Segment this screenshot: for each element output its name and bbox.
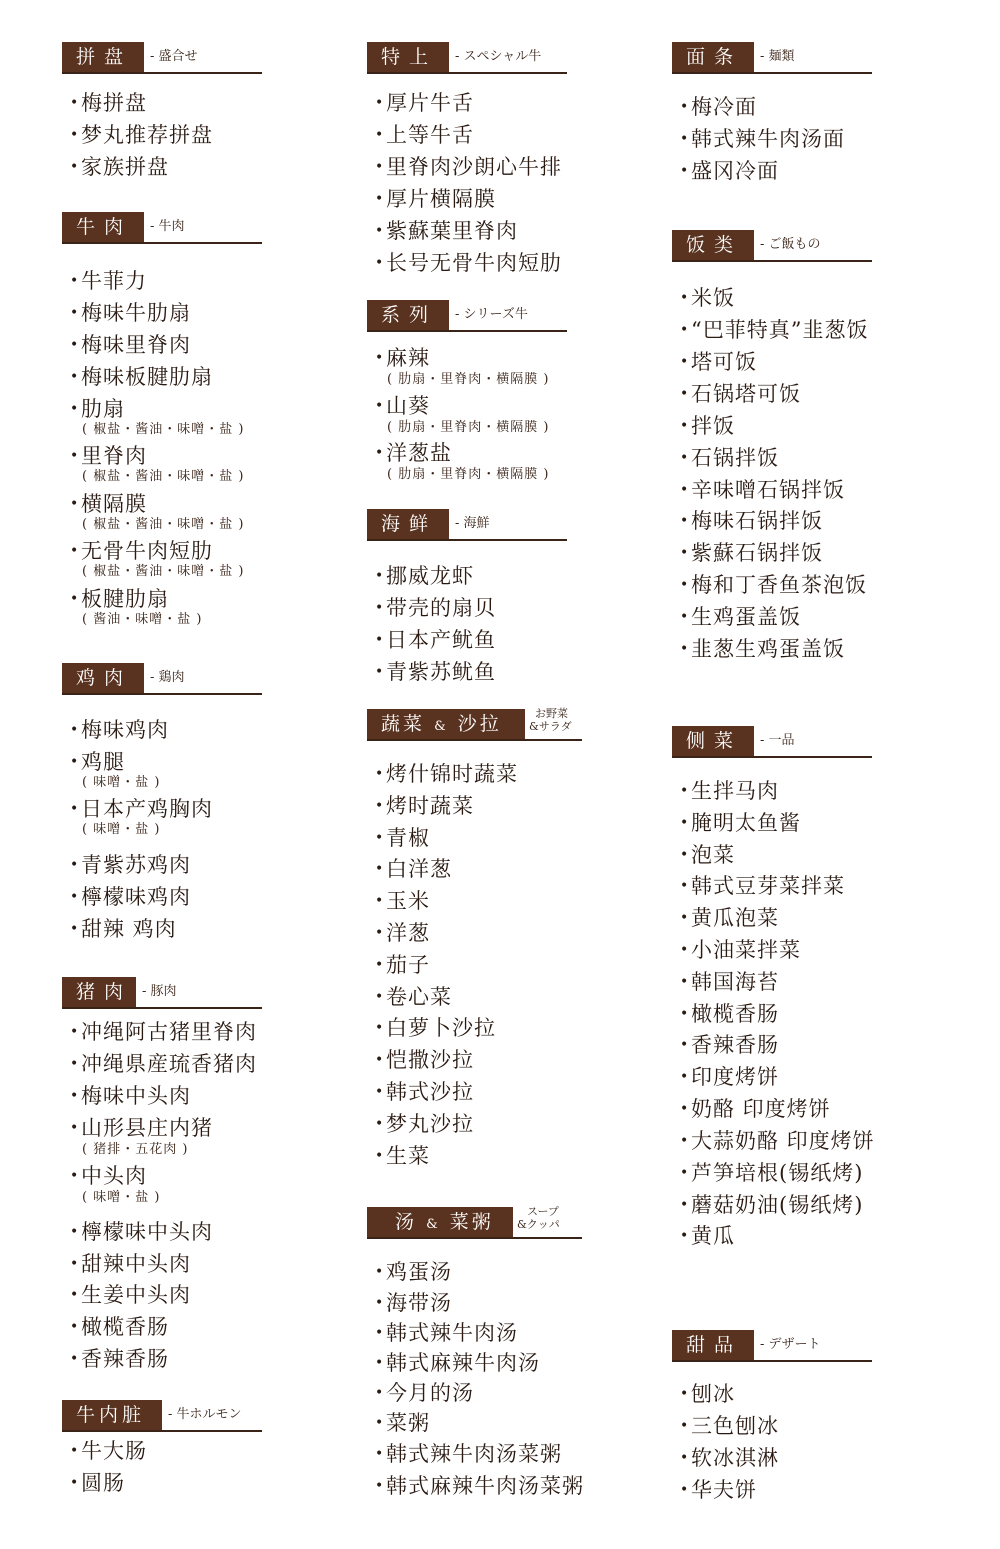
menu-item: •洋葱 xyxy=(375,921,430,945)
section-side xyxy=(672,726,875,1248)
section-subtitle: - 盛合せ xyxy=(150,49,198,64)
menu-item: •青紫苏鸡肉 xyxy=(70,853,191,877)
menu-item: •紫蘇石锅拌饭 xyxy=(680,541,823,565)
section-chicken xyxy=(62,663,262,941)
menu-item: •软冰淇淋 xyxy=(680,1446,779,1470)
menu-item: •里脊肉 xyxy=(70,444,147,468)
menu-item: •紫蘇葉里脊肉 xyxy=(375,219,518,243)
menu-item: •梦丸推荐拼盘 xyxy=(70,123,213,147)
section-veg-salad xyxy=(367,707,582,1168)
menu-item: •韩式辣牛肉汤 xyxy=(375,1321,518,1345)
section-dessert xyxy=(672,1330,872,1502)
section-header xyxy=(62,977,262,1007)
menu-item: •芦笋培根(锡纸烤) xyxy=(680,1161,864,1185)
section-rule xyxy=(62,1007,262,1009)
menu-item: •烤什锦时蔬菜 xyxy=(375,762,518,786)
menu-item: •生菜 xyxy=(375,1144,430,1168)
section-title: 牛肉 xyxy=(62,212,144,242)
menu-item: •橄榄香肠 xyxy=(680,1002,779,1026)
menu-item: •鸡腿 xyxy=(70,750,125,774)
section-rule xyxy=(367,72,567,74)
menu-item: •梅和丁香鱼茶泡饭 xyxy=(680,573,867,597)
section-pork xyxy=(62,977,262,1371)
section-rule xyxy=(367,539,567,541)
section-title: 牛内脏 xyxy=(62,1400,162,1430)
menu-item: •拌饭 xyxy=(680,414,735,438)
menu-item: •“巴菲特真”韭葱饭 xyxy=(680,318,869,342)
menu-item: •腌明太鱼酱 xyxy=(680,811,801,835)
menu-item: •洋葱盐 xyxy=(375,441,452,465)
section-header xyxy=(367,42,567,72)
menu-item: •印度烤饼 xyxy=(680,1065,779,1089)
section-rice xyxy=(672,230,872,661)
section-subtitle: - 鶏肉 xyxy=(150,670,185,685)
section-title: 蔬菜 & 沙拉 xyxy=(367,709,525,739)
menu-item: •烤时蔬菜 xyxy=(375,794,474,818)
menu-item: •黄瓜泡菜 xyxy=(680,906,779,930)
section-beef xyxy=(62,212,262,627)
item-note: ( 肋扇・里脊肉・横隔膜 ) xyxy=(387,467,550,482)
menu-item: •塔可饭 xyxy=(680,350,757,374)
item-note: ( 猪排・五花肉 ) xyxy=(82,1142,189,1157)
menu-item: •韩式豆芽菜拌菜 xyxy=(680,874,845,898)
item-note: ( 味噌・盐 ) xyxy=(82,822,161,837)
section-header xyxy=(62,1400,262,1430)
item-note: ( 味噌・盐 ) xyxy=(82,775,161,790)
menu-item: •无骨牛肉短肋 xyxy=(70,539,213,563)
section-subtitle: - スペシャル牛 xyxy=(455,49,542,64)
menu-item: •带壳的扇贝 xyxy=(375,596,496,620)
section-header xyxy=(62,42,262,72)
menu-item: •山葵 xyxy=(375,394,430,418)
menu-item: •梅味板腱肋扇 xyxy=(70,365,213,389)
section-subtitle: - ご飯もの xyxy=(760,237,821,252)
menu-item: •韩式辣牛肉汤面 xyxy=(680,127,845,151)
menu-item: •冲绳県産琉香猪肉 xyxy=(70,1052,257,1076)
menu-item: •板腱肋扇 xyxy=(70,587,169,611)
menu-item: •韩式麻辣牛肉汤 xyxy=(375,1351,540,1375)
menu-item: •梅冷面 xyxy=(680,95,757,119)
menu-item: •香辣香肠 xyxy=(680,1033,779,1057)
section-rule xyxy=(672,260,872,262)
menu-item: •甜辣中头肉 xyxy=(70,1252,191,1276)
menu-item: •小油菜拌菜 xyxy=(680,938,801,962)
section-title: 饭类 xyxy=(672,230,754,260)
menu-item: •鸡蛋汤 xyxy=(375,1260,452,1284)
menu-item: •白洋葱 xyxy=(375,857,452,881)
menu-item: •生鸡蛋盖饭 xyxy=(680,605,801,629)
menu-item: •三色刨冰 xyxy=(680,1414,779,1438)
section-header xyxy=(62,663,262,693)
section-subtitle: - シリーズ牛 xyxy=(455,307,528,322)
menu-item: •梅味石锅拌饭 xyxy=(680,509,823,533)
menu-item: •牛大肠 xyxy=(70,1439,147,1463)
item-note: ( 肋扇・里脊肉・横隔膜 ) xyxy=(387,420,550,435)
section-rule xyxy=(672,72,872,74)
menu-item: •青紫苏鱿鱼 xyxy=(375,660,496,684)
menu-item: •石锅拌饭 xyxy=(680,446,779,470)
section-title: 拼盘 xyxy=(62,42,144,72)
menu-item: •青椒 xyxy=(375,826,430,850)
menu-item: •檸檬味鸡肉 xyxy=(70,885,191,909)
menu-item: •黄瓜 xyxy=(680,1224,735,1248)
menu-item: •奶酪 印度烤饼 xyxy=(680,1097,831,1121)
section-noodle xyxy=(672,42,872,183)
section-subtitle: - 海鮮 xyxy=(455,516,490,531)
menu-item: •香辣香肠 xyxy=(70,1347,169,1371)
menu-item: •生拌马肉 xyxy=(680,779,779,803)
section-subtitle: - 麺類 xyxy=(760,49,795,64)
menu-item: •辛味噌石锅拌饭 xyxy=(680,478,845,502)
section-rule xyxy=(62,242,262,244)
menu-item: •今月的汤 xyxy=(375,1381,474,1405)
menu-item: •白萝卜沙拉 xyxy=(375,1016,496,1040)
section-header xyxy=(62,212,262,242)
menu-item: •石锅塔可饭 xyxy=(680,382,801,406)
section-subtitle: - 一品 xyxy=(760,733,795,748)
section-header xyxy=(672,230,872,260)
menu-item: •盛冈冷面 xyxy=(680,159,779,183)
menu-item: •山形县庄内猪 xyxy=(70,1116,213,1140)
section-title: 甜品 xyxy=(672,1330,754,1360)
section-series xyxy=(367,300,567,482)
menu-item: •泡菜 xyxy=(680,843,735,867)
section-rule xyxy=(367,739,582,741)
menu-item: •韭葱生鸡蛋盖饭 xyxy=(680,637,845,661)
section-platter xyxy=(62,42,262,179)
menu-item: •大蒜奶酪 印度烤饼 xyxy=(680,1129,875,1153)
item-note: ( 味噌・盐 ) xyxy=(82,1190,161,1205)
menu-item: •菜粥 xyxy=(375,1411,430,1435)
section-header xyxy=(367,509,567,539)
menu-item: •牛菲力 xyxy=(70,269,147,293)
menu-item: •生姜中头肉 xyxy=(70,1283,191,1307)
section-header xyxy=(367,709,582,739)
menu-item: •厚片横隔膜 xyxy=(375,187,496,211)
menu-item: •日本产鱿鱼 xyxy=(375,628,496,652)
section-offal xyxy=(62,1400,262,1495)
item-note: ( 椒盐・酱油・味噌・盐 ) xyxy=(82,422,245,437)
menu-item: •圆肠 xyxy=(70,1471,125,1495)
menu-item: •刨冰 xyxy=(680,1382,735,1406)
section-title: 猪肉 xyxy=(62,977,136,1007)
section-rule xyxy=(62,693,262,695)
menu-item: •米饭 xyxy=(680,286,735,310)
menu-item: •梅味里脊肉 xyxy=(70,333,191,357)
menu-item: •梦丸沙拉 xyxy=(375,1112,474,1136)
section-title: 鸡肉 xyxy=(62,663,144,693)
section-rule xyxy=(672,756,872,758)
item-note: ( 椒盐・酱油・味噌・盐 ) xyxy=(82,564,245,579)
menu-item: •里脊肉沙朗心牛排 xyxy=(375,155,562,179)
menu-item: •家族拼盘 xyxy=(70,155,169,179)
section-subtitle: - デザート xyxy=(760,1337,821,1352)
item-note: ( 酱油・味噌・盐 ) xyxy=(82,612,203,627)
menu-item: •海带汤 xyxy=(375,1291,452,1315)
section-title: 侧菜 xyxy=(672,726,754,756)
menu-item: •上等牛舌 xyxy=(375,123,474,147)
menu-item: •挪威龙虾 xyxy=(375,564,474,588)
menu-item: •橄榄香肠 xyxy=(70,1315,169,1339)
menu-item: •日本产鸡胸肉 xyxy=(70,797,213,821)
section-subtitle: お野菜 &サラダ xyxy=(529,707,572,733)
section-subtitle: スープ &クッパ xyxy=(517,1205,560,1231)
section-title: 汤 & 菜粥 xyxy=(367,1207,513,1237)
section-title: 海鲜 xyxy=(367,509,449,539)
menu-item: •梅味鸡肉 xyxy=(70,718,169,742)
menu-item: •麻辣 xyxy=(375,346,430,370)
section-rule xyxy=(62,1430,262,1432)
section-header xyxy=(672,726,872,756)
section-rule xyxy=(367,330,567,332)
menu-item: •玉米 xyxy=(375,889,430,913)
menu-item: •中头肉 xyxy=(70,1164,147,1188)
section-rule xyxy=(62,72,262,74)
menu-item: •韩式沙拉 xyxy=(375,1080,474,1104)
menu-item: •茄子 xyxy=(375,953,430,977)
section-title: 面条 xyxy=(672,42,754,72)
menu-item: •肋扇 xyxy=(70,397,125,421)
item-note: ( 椒盐・酱油・味噌・盐 ) xyxy=(82,469,245,484)
section-special xyxy=(367,42,567,275)
menu-item: •韩式辣牛肉汤菜粥 xyxy=(375,1442,562,1466)
menu-item: •厚片牛舌 xyxy=(375,91,474,115)
menu-item: •韩国海苔 xyxy=(680,970,779,994)
section-title: 特上 xyxy=(367,42,449,72)
section-header xyxy=(672,42,872,72)
section-subtitle: - 牛肉 xyxy=(150,219,185,234)
menu-item: •华夫饼 xyxy=(680,1478,757,1502)
menu-item: •甜辣 鸡肉 xyxy=(70,917,177,941)
menu-item: •横隔膜 xyxy=(70,492,147,516)
menu-item: •梅拼盘 xyxy=(70,91,147,115)
item-note: ( 椒盐・酱油・味噌・盐 ) xyxy=(82,517,245,532)
menu-item: •卷心菜 xyxy=(375,985,452,1009)
section-subtitle: - 豚肉 xyxy=(142,984,177,999)
section-title: 系列 xyxy=(367,300,449,330)
section-soup xyxy=(367,1205,584,1498)
menu-item: •长号无骨牛肉短肋 xyxy=(375,251,562,275)
item-note: ( 肋扇・里脊肉・横隔膜 ) xyxy=(387,372,550,387)
section-header xyxy=(672,1330,872,1360)
section-rule xyxy=(367,1237,582,1239)
section-rule xyxy=(672,1360,872,1362)
menu-item: •梅味牛肋扇 xyxy=(70,301,191,325)
menu-item: •蘑菇奶油(锡纸烤) xyxy=(680,1193,864,1217)
menu-item: •冲绳阿古猪里脊肉 xyxy=(70,1020,257,1044)
menu-item: •梅味中头肉 xyxy=(70,1084,191,1108)
section-subtitle: - 牛ホルモン xyxy=(168,1407,242,1422)
menu-item: •韩式麻辣牛肉汤菜粥 xyxy=(375,1474,584,1498)
section-seafood xyxy=(367,509,567,684)
menu-item: •檸檬味中头肉 xyxy=(70,1220,213,1244)
section-header xyxy=(367,1207,582,1237)
menu-item: •恺撒沙拉 xyxy=(375,1048,474,1072)
section-header xyxy=(367,300,567,330)
